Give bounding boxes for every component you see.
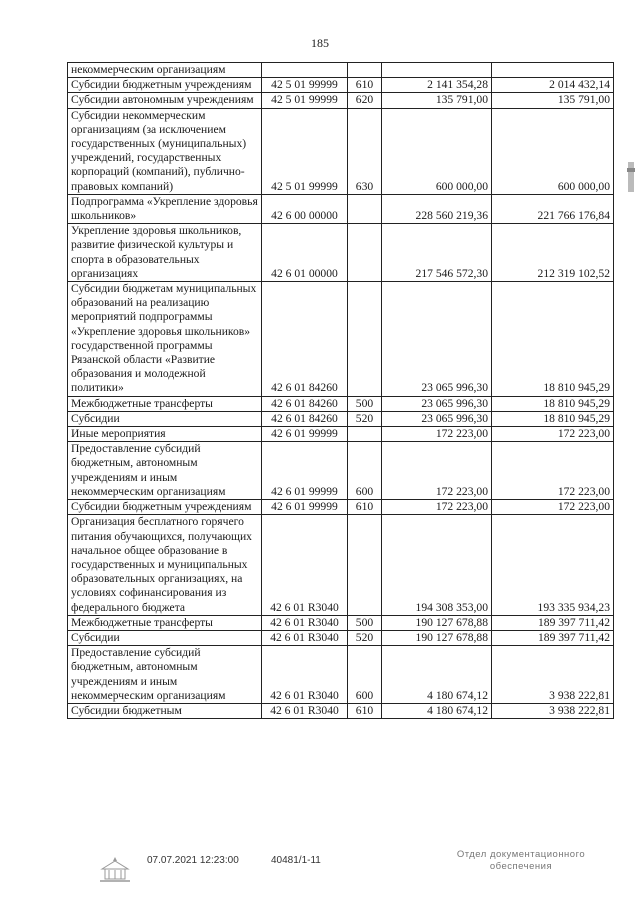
- sum-2020-cell: 23 065 996,30: [382, 282, 492, 397]
- name-cell: Предоставление субсидий бюджетным, автономным учреждениям и иным некоммерческим организациям: [68, 442, 262, 500]
- vr-cell: 610: [348, 500, 382, 515]
- code-cell: 42 6 01 84260: [262, 411, 348, 426]
- vr-cell: 600: [348, 442, 382, 500]
- sum-2020-cell: 2 141 354,28: [382, 78, 492, 93]
- name-cell: Субсидии автономным учреждениям: [68, 93, 262, 108]
- table-row: [68, 396, 614, 411]
- sum-2021-cell: 3 938 222,81: [492, 703, 614, 718]
- sum-2021-cell: 18 810 945,29: [492, 282, 614, 397]
- code-cell: 42 6 01 84260: [262, 396, 348, 411]
- sum-2021-cell: 221 766 176,84: [492, 194, 614, 223]
- sum-2021-cell: [492, 63, 614, 78]
- table-row: [68, 194, 614, 223]
- sum-2020-cell: 190 127 678,88: [382, 630, 492, 645]
- vr-cell: [348, 194, 382, 223]
- name-cell: Субсидии бюджетным учреждениям: [68, 78, 262, 93]
- code-cell: [262, 63, 348, 78]
- code-cell: 42 6 01 R3040: [262, 615, 348, 630]
- building-stamp-icon: [94, 855, 136, 885]
- sum-2020-cell: 172 223,00: [382, 500, 492, 515]
- table-row: [68, 93, 614, 108]
- vr-cell: [348, 224, 382, 282]
- code-cell: 42 6 01 R3040: [262, 703, 348, 718]
- page-number: 185: [311, 36, 329, 50]
- name-cell: Субсидии бюджетным: [68, 703, 262, 718]
- sum-2021-cell: 600 000,00: [492, 108, 614, 194]
- name-cell: Субсидии некоммерческим организациям (за исключением государственных (муниципальных) учреждений, государственных корпораций (компаний), публично-правовых компаний): [68, 108, 262, 194]
- vr-cell: 630: [348, 108, 382, 194]
- code-cell: 42 5 01 99999: [262, 78, 348, 93]
- code-cell: 42 5 01 99999: [262, 93, 348, 108]
- sum-2021-cell: 2 014 432,14: [492, 78, 614, 93]
- table-row: [68, 224, 614, 282]
- vr-cell: [348, 282, 382, 397]
- vr-cell: 610: [348, 78, 382, 93]
- vr-cell: 620: [348, 93, 382, 108]
- sum-2020-cell: 23 065 996,30: [382, 411, 492, 426]
- dept-line-2: обеспечения: [489, 861, 553, 872]
- sum-2021-cell: 18 810 945,29: [492, 411, 614, 426]
- name-cell: Организация бесплатного горячего питания обучающихся, получающих начальное общее образование в государственных и муниципальных образовательных организациях, на условиях софинансирования из федерального бюджета: [68, 515, 262, 615]
- sum-2020-cell: 194 308 353,00: [382, 515, 492, 615]
- table-row: [68, 411, 614, 426]
- table-row: [68, 282, 614, 397]
- name-cell: Укрепление здоровья школьников, развитие физической культуры и спорта в образовательных организациях: [68, 224, 262, 282]
- code-cell: 42 6 01 R3040: [262, 646, 348, 704]
- footer-doc-number: 40481/1-11: [271, 855, 321, 866]
- vr-cell: 520: [348, 630, 382, 645]
- sum-2021-cell: 172 223,00: [492, 500, 614, 515]
- sum-2020-cell: 135 791,00: [382, 93, 492, 108]
- sum-2020-cell: 172 223,00: [382, 442, 492, 500]
- footer-department-stamp: [446, 849, 596, 873]
- vr-cell: 500: [348, 396, 382, 411]
- name-cell: Межбюджетные трансферты: [68, 615, 262, 630]
- name-cell: некоммерческим организациям: [68, 63, 262, 78]
- name-cell: Иные мероприятия: [68, 427, 262, 442]
- sum-2020-cell: 228 560 219,36: [382, 194, 492, 223]
- code-cell: 42 6 01 99999: [262, 427, 348, 442]
- vr-cell: 520: [348, 411, 382, 426]
- sum-2021-cell: 189 397 711,42: [492, 630, 614, 645]
- sum-2021-cell: 172 223,00: [492, 442, 614, 500]
- sum-2020-cell: 23 065 996,30: [382, 396, 492, 411]
- vr-cell: [348, 63, 382, 78]
- sum-2020-cell: 172 223,00: [382, 427, 492, 442]
- table-row: [68, 63, 614, 78]
- table-row: [68, 442, 614, 500]
- vr-cell: [348, 427, 382, 442]
- vr-cell: 600: [348, 646, 382, 704]
- sum-2021-cell: 189 397 711,42: [492, 615, 614, 630]
- table-row: [68, 78, 614, 93]
- code-cell: 42 6 01 R3040: [262, 515, 348, 615]
- code-cell: 42 6 01 99999: [262, 500, 348, 515]
- budget-table: [67, 62, 614, 719]
- name-cell: Субсидии: [68, 411, 262, 426]
- sum-2021-cell: 18 810 945,29: [492, 396, 614, 411]
- sum-2020-cell: 4 180 674,12: [382, 703, 492, 718]
- code-cell: 42 6 01 00000: [262, 224, 348, 282]
- name-cell: Подпрограмма «Укрепление здоровья школьников»: [68, 194, 262, 223]
- binding-edge-mark: [626, 150, 636, 210]
- sum-2021-cell: 135 791,00: [492, 93, 614, 108]
- vr-cell: 500: [348, 615, 382, 630]
- table-row: [68, 108, 614, 194]
- table-row: [68, 615, 614, 630]
- table-row: [68, 646, 614, 704]
- code-cell: 42 6 01 R3040: [262, 630, 348, 645]
- name-cell: Субсидии бюджетным учреждениям: [68, 500, 262, 515]
- code-cell: 42 6 01 84260: [262, 282, 348, 397]
- code-cell: 42 5 01 99999: [262, 108, 348, 194]
- table-row: [68, 630, 614, 645]
- name-cell: Межбюджетные трансферты: [68, 396, 262, 411]
- sum-2021-cell: 172 223,00: [492, 427, 614, 442]
- sum-2021-cell: 212 319 102,52: [492, 224, 614, 282]
- sum-2020-cell: 600 000,00: [382, 108, 492, 194]
- table-row: [68, 500, 614, 515]
- sum-2020-cell: 4 180 674,12: [382, 646, 492, 704]
- sum-2020-cell: 217 546 572,30: [382, 224, 492, 282]
- table-row: [68, 703, 614, 718]
- sum-2021-cell: 3 938 222,81: [492, 646, 614, 704]
- vr-cell: 610: [348, 703, 382, 718]
- table-row: [68, 515, 614, 615]
- dept-line-1: Отдел документационного: [456, 849, 586, 860]
- vr-cell: [348, 515, 382, 615]
- page-footer: [0, 849, 640, 905]
- budget-table-body: [68, 63, 614, 719]
- name-cell: Субсидии бюджетам муниципальных образований на реализацию мероприятий подпрограммы «Укрепление здоровья школьников» государственной программы Рязанской области «Развитие образования и молодежной политики»: [68, 282, 262, 397]
- footer-timestamp: 07.07.2021 12:23:00: [147, 855, 239, 866]
- code-cell: 42 6 00 00000: [262, 194, 348, 223]
- name-cell: Предоставление субсидий бюджетным, автономным учреждениям и иным некоммерческим организациям: [68, 646, 262, 704]
- code-cell: 42 6 01 99999: [262, 442, 348, 500]
- sum-2020-cell: 190 127 678,88: [382, 615, 492, 630]
- name-cell: Субсидии: [68, 630, 262, 645]
- sum-2020-cell: [382, 63, 492, 78]
- table-row: [68, 427, 614, 442]
- sum-2021-cell: 193 335 934,23: [492, 515, 614, 615]
